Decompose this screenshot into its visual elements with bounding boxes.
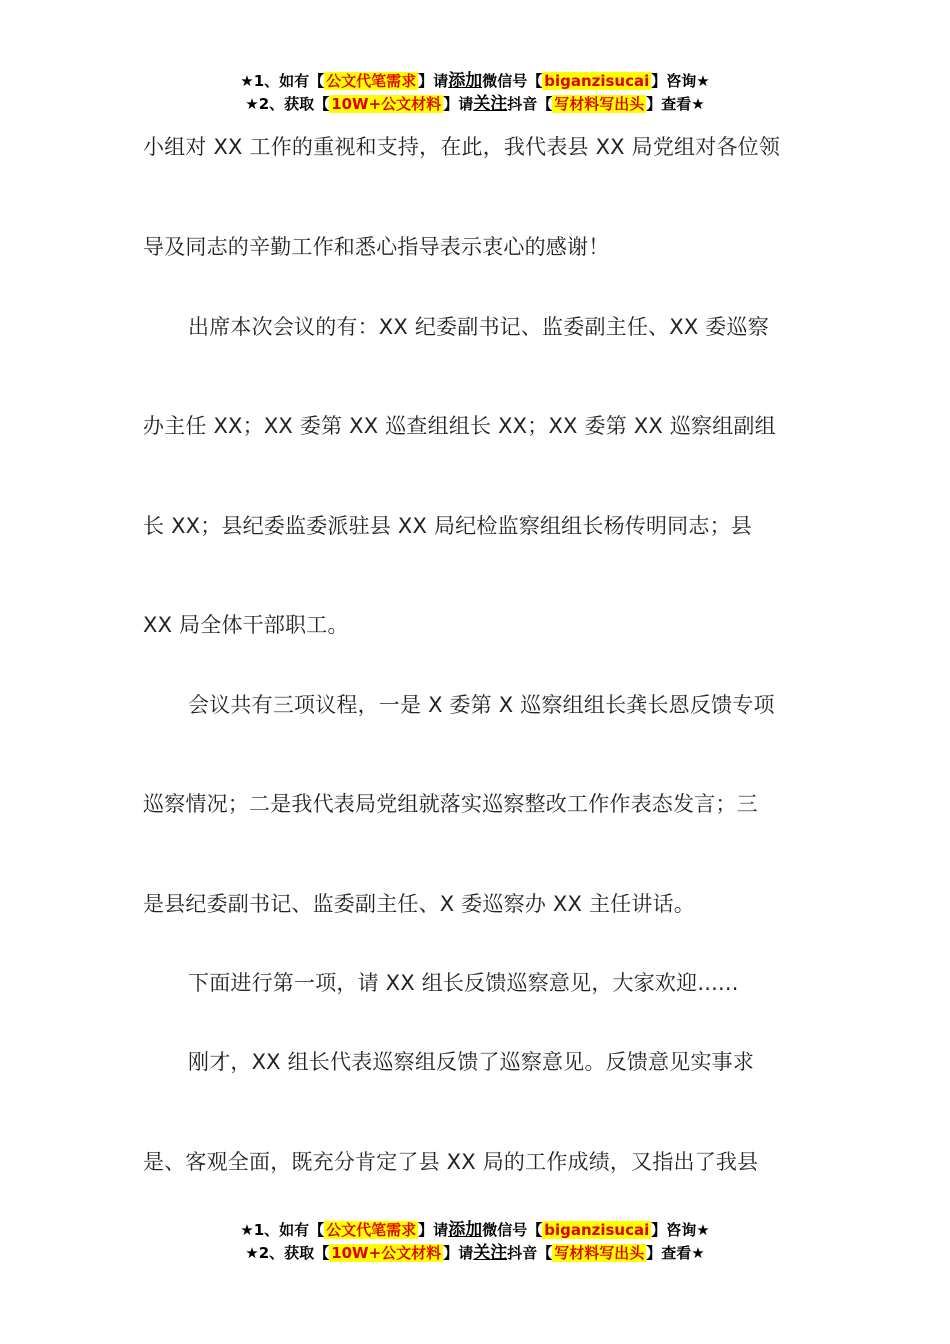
banner-line-2: ★2、获取【 10W+公文材料 】请关注抖音【 写材料写出头 】查看★	[245, 1243, 705, 1263]
text-line: 巡察情况；二是我代表局党组就落实巡察整改工作作表态发言；三	[143, 792, 758, 816]
wechat-id: biganzisucai	[544, 72, 650, 90]
douyin-account: 写材料写出头	[554, 95, 645, 113]
paragraph-start: 刚才，XX 组长代表巡察组反馈了巡察意见。反馈意见实事求	[188, 1050, 755, 1074]
text-line: 导及同志的辛勤工作和悉心指导表示衷心的感谢！	[143, 235, 610, 259]
paragraph-start: 出席本次会议的有：XX 纪委副书记、监委副主任、XX 委巡察	[188, 315, 769, 339]
paragraph-start: 会议共有三项议程，一是 X 委第 X 巡察组组长龚长恩反馈专项	[188, 693, 775, 717]
wechat-id: biganzisucai	[544, 1221, 650, 1239]
text-line: 办主任 XX；XX 委第 XX 巡查组组长 XX；XX 委第 XX 巡察组副组	[143, 414, 776, 438]
banner-line-1: ★1、如有【 公文代笔需求 】请添加微信号【 biganzisucai 】咨询★	[240, 1220, 710, 1240]
header-banner	[0, 70, 950, 116]
text-line: XX 局全体干部职工。	[143, 613, 349, 637]
highlight-materials: 10W+公文材料	[331, 95, 442, 113]
text-line: 是县纪委副书记、监委副主任、X 委巡察办 XX 主任讲话。	[143, 892, 695, 916]
text-line: 小组对 XX 工作的重视和支持，在此，我代表县 XX 局党组对各位领	[143, 135, 781, 159]
highlight-service: 公文代笔需求	[326, 1221, 417, 1239]
highlight-service: 公文代笔需求	[326, 72, 417, 90]
text-line: 长 XX；县纪委监委派驻县 XX 局纪检监察组组长杨传明同志；县	[143, 514, 752, 538]
banner-line-1: ★1、如有【 公文代笔需求 】请添加微信号【 biganzisucai 】咨询★	[240, 71, 710, 91]
paragraph-start: 下面进行第一项，请 XX 组长反馈巡察意见，大家欢迎......	[188, 971, 739, 995]
text-line: 是、客观全面，既充分肯定了县 XX 局的工作成绩，又指出了我县	[143, 1150, 759, 1174]
footer-banner	[0, 1219, 950, 1265]
douyin-account: 写材料写出头	[554, 1244, 645, 1262]
banner-line-2: ★2、获取【 10W+公文材料 】请关注抖音【 写材料写出头 】查看★	[245, 94, 705, 114]
highlight-materials: 10W+公文材料	[331, 1244, 442, 1262]
